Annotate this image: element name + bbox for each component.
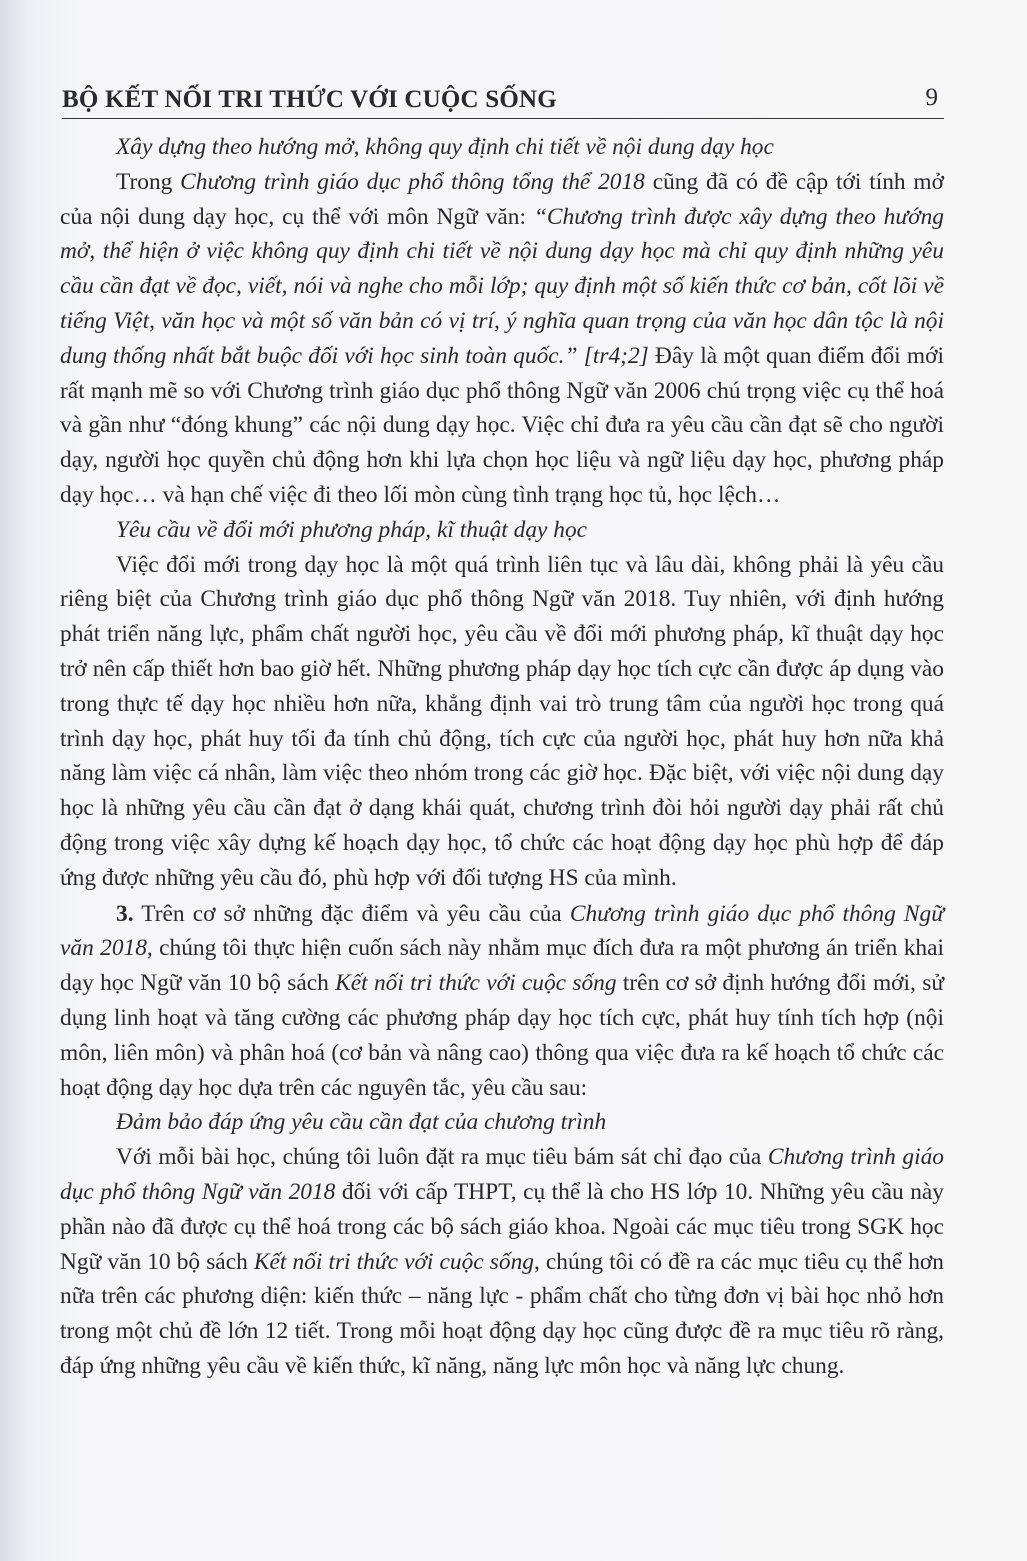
paragraph-open-content [60,165,944,513]
text-run: đối với cấp THPT, cụ thể là cho HS lớp 10. Những yêu cầu này phần nào đã được cụ thể hoá trong các bộ sách giáo khoa. Ngoài các mục tiêu trong SGK học Ngữ văn 10 bộ sách [60,1178,944,1275]
section-heading-meet-requirements: Đảm bảo đáp ứng yêu cầu cần đạt của chương trình [116,1109,607,1136]
italic-book-series: Kết nối tri thức với cuộc sống [253,1248,534,1275]
section-number: 3. [116,900,134,927]
section-heading-open-orientation: Xây dựng theo hướng mở, không quy định chi tiết về nội dung dạy học [116,134,774,160]
text-run: cũng đã có đề cập tới tính mở của nội dung dạy học, cụ thể với môn Ngữ văn: [60,168,944,230]
running-head: BỘ KẾT NỐI TRI THỨC VỚI CUỘC SỐNG [62,86,557,113]
paragraph-book-purpose [60,897,944,1106]
page-header [62,84,944,119]
text-run: Trên cơ sở những đặc điểm và yêu cầu của [133,900,570,927]
section-heading-method-innovation: Yêu cầu về đổi mới phương pháp, kĩ thuật dạy học [116,516,588,543]
body-text [60,130,944,1384]
italic-quotation: “Chương trình được xây dựng theo hướng mở, thể hiện ở việc không quy định chi tiết về nội dung dạy học mà chỉ quy định những yêu cầu cần đạt về đọc, viết, nói và nghe cho mỗi lớp; quy định một số kiến thức cơ bản, cốt lõi về tiếng Việt, văn học và một số văn bản có vị trí, ý nghĩa quan trọng của văn học dân tộc là nội dung thống nhất bắt buộc đối với học sinh toàn quốc.” [tr4;2] [60,203,945,369]
text-run: , chúng tôi có đề ra các mục tiêu cụ thể hơn nữa trên các phương diện: kiến thức – năng lực - phẩm chất cho từng đơn vị bài học nhỏ hơn trong một chủ đề lớn 12 tiết. Trong mỗi hoạt động dạy học cũng được đề ra mục tiêu rõ ràng, đáp ứng những yêu cầu về kiến thức, kĩ năng, năng lực môn học và năng lực chung. [60,1248,944,1379]
text-run: Trong [116,168,181,195]
italic-book-series: Kết nối tri thức với cuộc sống [335,970,617,997]
italic-program-title: Chương trình giáo dục phổ thông tổng thể 2018 [180,168,645,195]
text-run: trên cơ sở định hướng đổi mới, sử dụng linh hoạt và tăng cường các phương pháp dạy học tích cực, phát huy tính tích hợp (nội môn, liên môn) và phân hoá (cơ bản và nâng cao) thông qua việc đưa ra kế hoạch tổ chức các hoạt động dạy học dựa trên các nguyên tắc, yêu cầu sau: [60,970,944,1101]
text-run: Với mỗi bài học, chúng tôi luôn đặt ra mục tiêu bám sát chỉ đạo của [116,1144,768,1171]
italic-program-title: Chương trình giáo dục phổ thông Ngữ văn 2018 [60,1144,944,1205]
italic-program-title: Chương trình giáo dục phổ thông Ngữ văn 2018, [60,900,944,962]
text-run: Đây là một quan điểm đổi mới rất mạnh mẽ so với Chương trình giáo dục phổ thông Ngữ văn 2006 chú trọng việc cụ thể hoá và gần như “đóng khung” các nội dung dạy học. Việc chỉ đưa ra yêu cầu cần đạt sẽ cho người dạy, người học quyền chủ động hơn khi lựa chọn học liệu và ngữ liệu dạy học, phương pháp dạy học… và hạn chế việc đi theo lối mòn cùng tình trạng học tủ, học lệch… [60,342,944,508]
page-number: 9 [925,84,938,111]
paragraph-lesson-goals [60,1140,944,1384]
text-run: chúng tôi thực hiện cuốn sách này nhằm mục đích đưa ra một phương án triển khai dạy học Ngữ văn 10 bộ sách [60,935,944,997]
paragraph-method-innovation: Việc đổi mới trong dạy học là một quá trình liên tục và lâu dài, không phải là yêu cầu riêng biệt của Chương trình giáo dục phổ thông Ngữ văn 2018. Tuy nhiên, với định hướng phát triển năng lực, phẩm chất người học, yêu cầu về đổi mới phương pháp, kĩ thuật dạy học trở nên cấp thiết hơn bao giờ hết. Những phương pháp dạy học tích cực cần được áp dụng vào trong thực tế dạy học nhiều hơn nữa, khẳng định vai trò trung tâm của người học trong quá trình dạy học, phát huy tối đa tính chủ động, tích cực của người học, phát huy hơn nữa khả năng làm việc cá nhân, làm việc theo nhóm trong các giờ học. Đặc biệt, với việc nội dung dạy học là những yêu cầu cần đạt ở dạng khái quát, chương trình đòi hỏi người dạy phải rất chủ động trong việc xây dựng kế hoạch dạy học, tổ chức các hoạt động dạy học phù hợp để đáp ứng được những yêu cầu đó, phù hợp với đối tượng HS của mình. [60,551,944,891]
